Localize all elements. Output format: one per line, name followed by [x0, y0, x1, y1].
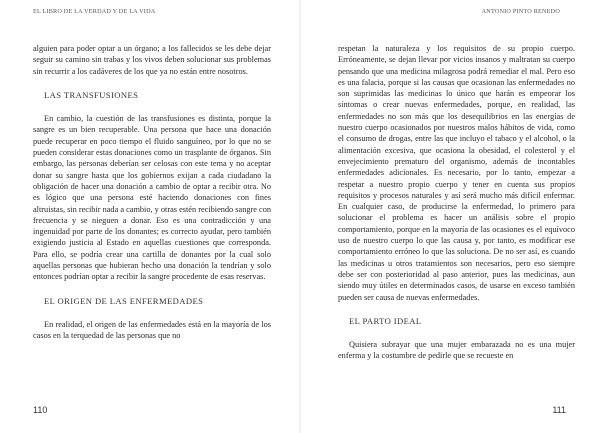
right-page-number: 111: [552, 405, 566, 415]
section-heading-transfusiones: LAS TRANSFUSIONES: [44, 89, 139, 100]
paragraph: En realidad, el origen de las enfermedades está en la mayoría de los casos en la terquedad de las personas que no: [33, 319, 271, 341]
section-heading-parto-ideal: EL PARTO IDEAL: [349, 315, 422, 326]
section-heading-origen-enfermedades: EL ORIGEN DE LAS ENFERMEDADES: [44, 295, 204, 306]
paragraph: En cambio, la cuestión de las transfusiones es distinta, porque la sangre es un bien recuperable. Una persona que hace una donación puede recuperar en poco tiempo el fluido sanguíneo, por lo que no se pueden considerar estas donaciones como un trasplante de órganos. Sin embargo, las personas deberían ser celosas con este tema y no aceptar donar su sangre hasta que los gobiernos exijan a cada ciudadano la obligación de hacer una donación a cambio de optar a recibir otra. No es lógico que una persona esté haciendo donaciones con fines altruistas, sin recibir nada a cambio, y otras estén recibiendo sangre con frecuencia y se nieguen a donar. Eso es una contradicción y una ingenuidad por parte de los donantes; es correcto ayudar, pero también exigiendo justicia al Estado en aquellas cuestiones que corresponda. Para ello, se podría crear una cartilla de donantes por la cual solo aquellas personas que hubieran hecho una donación la tendrían y solo entonces podrían optar a recibir la sangre procedente de esas reservas.: [33, 114, 271, 282]
left-page-text: [33, 43, 271, 342]
right-page-text: [338, 43, 575, 362]
right-page: [300, 0, 600, 433]
paragraph: Quisiera subrayar que una mujer embarazada no es una mujer enferma y la costumbre de pedirle que se recueste en: [338, 340, 575, 361]
paragraph: respetan la naturaleza y los requisitos de su propio cuerpo. Erróneamente, se dejan llevar por vicios insanos y maltratan su cuerpo pensando que una medicina milagrosa podrá remediar el mal. Pero eso es una falacia, porque si las causas que ocasionan las enfermedades no son suprimidas las medicinas lo único que harán es empeorar los síntomas o crear nuevas enfermedades, porque, en realidad, las enfermedades no son más que los desequilibrios en las energías de nuestro cuerpo ocasionados por nuestros malos hábitos de vida, como el consumo de drogas, entre las que incluyo el tabaco y el alcohol, o la alimentación excesiva, que ocasiona la obesidad, el colesterol y el envejecimiento prematuro del organismo, además de incontables enfermedades adicionales. Es necesario, por lo tanto, empezar a respetar a nuestro propio cuerpo y tener en cuenta sus propios requisitos y procesos naturales y así será mucho más difícil enfermar. En cualquier caso, de producirse la enfermedad, lo primero para solucionar el problema es hacer un análisis sobre el propio comportamiento, porque en la mayoría de las ocasiones es el equívoco uso de nuestro cuerpo lo que las causa y, por tanto, es modificar ese comportamiento erróneo lo que las soluciona. De no ser así, es cuando las medicinas u otros tratamientos son necesarios, pero eso siempre debe ser con posterioridad al paso anterior, pues las medicinas, aun siendo muy útiles en determinados casos, de usarse en exceso también pueden ser causa de nuevas enfermedades.: [338, 44, 575, 302]
right-running-head: ANTONIO PINTO RENEDO: [481, 8, 560, 15]
paragraph: alguien para poder optar a un órgano; a los fallecidos se les debe dejar seguir su camino sin trabas y los vivos deben solucionar sus problemas sin recurrir a los cadáveres de los que ya no están entre nosotros.: [33, 44, 271, 76]
left-page-number: 110: [33, 405, 48, 415]
left-running-head: EL LIBRO DE LA VERDAD Y DE LA VIDA: [33, 8, 156, 15]
